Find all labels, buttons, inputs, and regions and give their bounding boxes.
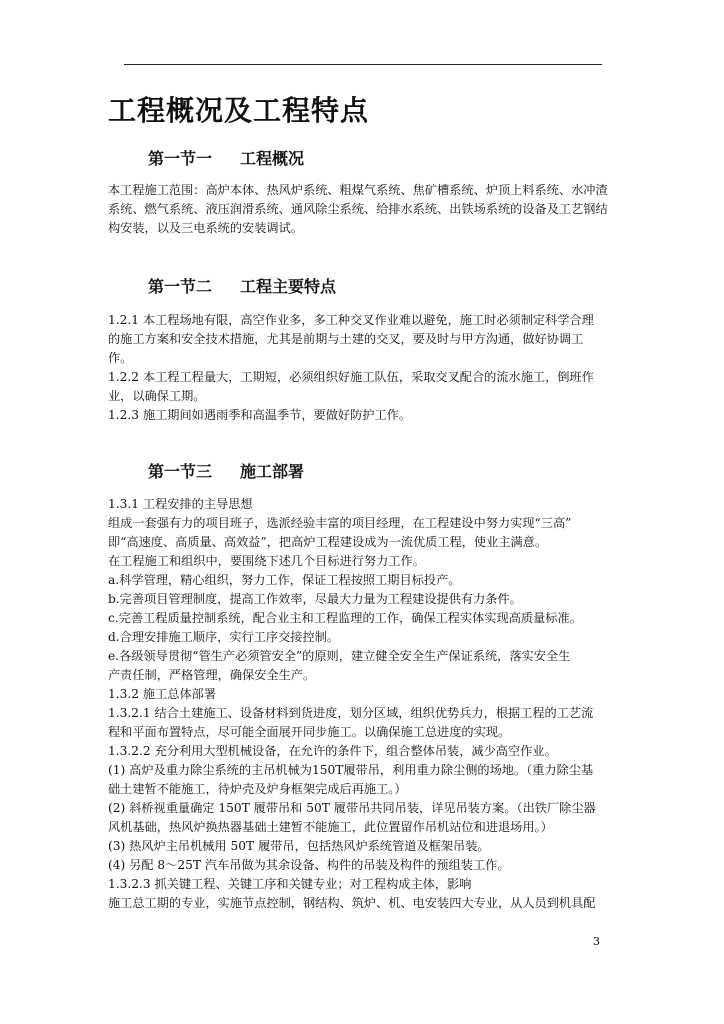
page-title: 工程概况及工程特点 — [108, 94, 370, 127]
text-line: 1.3.2.2 充分利用大型机械设备，在允许的条件下，组合整体吊装，减少高空作业。 — [108, 744, 557, 758]
text-line: e.各级领导贯彻“管生产必须管安全”的原则，建立健全安全生产保证系统，落实安全生 — [108, 649, 571, 663]
text-line: d.合理安排施工顺序，实行工序交接控制。 — [108, 630, 340, 644]
text-line: (2) 斜桥视重量确定 150T 履带吊和 50T 履带吊共同吊装，详见吊装方案。（出铁厂除尘器 — [108, 801, 596, 815]
text-line: 础土建暂不能施工，待炉壳及炉身框架完成后再施工。） — [108, 782, 407, 796]
header-rule — [124, 64, 602, 65]
text-line: 业，以确保工期。 — [108, 389, 206, 403]
text-line: 组成一套强有力的项目班子，选派经验丰富的项目经理，在工程建设中努力实现“三高” — [108, 516, 572, 530]
section-heading-3 — [148, 459, 304, 482]
scope-paragraph — [108, 181, 616, 238]
section-title: 工程概况 — [240, 149, 305, 168]
section-title: 工程主要特点 — [240, 277, 337, 296]
text-line: 的施工方案和安全技术措施，尤其是前期与土建的交叉，要及时与甲方沟通，做好协调工 — [108, 332, 584, 346]
text-line: 1.3.2.3 抓关键工程、关键工序和关键专业；对工程构成主体，影响 — [108, 877, 472, 891]
text-line: 1.2.1 本工程场地有限，高空作业多，多工种交叉作业难以避免，施工时必须制定科学合理 — [108, 313, 594, 327]
text-line: a.科学管理，精心组织，努力工作，保证工程按照工期目标投产。 — [108, 573, 461, 587]
text-line: 1.3.1 工程安排的主导思想 — [108, 497, 253, 511]
text-line: 1.2.3 施工期间如遇雨季和高温季节，要做好防护工作。 — [108, 408, 412, 422]
text-line: c.完善工程质量控制系统，配合业主和工程监理的工作，确保工程实体实现高质量标准。 — [108, 611, 582, 625]
text-line: 系统、燃气系统、液压润滑系统、通风除尘系统、给排水系统、出铁场系统的设备及工艺钢结 — [108, 202, 608, 216]
features-paragraph — [108, 311, 616, 425]
text-line: 构安装，以及三电系统的安装调试。 — [108, 221, 303, 235]
text-line: (4) 另配 8～25T 汽车吊做为其余设备、构件的吊装及构件的预组装工作。 — [108, 858, 510, 872]
text-line: 即“高速度、高质量、高效益”，把高炉工程建设成为一流优质工程，使业主满意。 — [108, 535, 548, 549]
text-line: (3) 热风炉主吊机械用 50T 履带吊，包括热风炉系统管道及框架吊装。 — [108, 839, 490, 853]
text-line: 1.3.2 施工总体部署 — [108, 687, 217, 701]
text-line: 1.2.2 本工程工程量大，工期短，必须组织好施工队伍，采取交叉配合的流水施工，倒班作 — [108, 370, 594, 384]
text-line: 风机基础，热风炉换热器基础土建暂不能施工，此位置留作吊机站位和进退场用。） — [108, 820, 553, 834]
section-number: 第一节三 — [148, 462, 213, 481]
text-line: 程和平面布置特点，尽可能全面展开同步施工。以确保施工总进度的实现。 — [108, 725, 511, 739]
text-line: 本工程施工范围：高炉本体、热风炉系统、粗煤气系统、焦矿槽系统、炉顶上料系统、水冲渣 — [108, 183, 608, 197]
section-title: 施工部署 — [240, 462, 305, 481]
text-line: b.完善项目管理制度，提高工作效率，尽最大力量为工程建设提供有力条件。 — [108, 592, 522, 606]
text-line: 产责任制，严格管理，确保安全生产。 — [108, 668, 316, 682]
section-heading-2 — [148, 274, 336, 297]
section-number: 第一节一 — [148, 149, 213, 168]
text-line: (1) 高炉及重力除尘系统的主吊机械为150T履带吊，利用重力除尘侧的场地。（重力除尘基 — [108, 763, 594, 777]
text-line: 施工总工期的专业，实施节点控制，钢结构、筑炉、机、电安装四大专业，从人员到机具配 — [108, 896, 596, 910]
section-number: 第一节二 — [148, 277, 213, 296]
text-line: 作。 — [108, 351, 133, 365]
text-line: 1.3.2.1 结合土建施工、设备材料到货进度，划分区域，组织优势兵力，根据工程的工艺流 — [108, 706, 594, 720]
text-line: 在工程施工和组织中，要围绕下述几个目标进行努力工作。 — [108, 554, 425, 568]
page-number: 3 — [593, 935, 600, 948]
section-heading-1 — [148, 146, 304, 169]
deployment-paragraph — [108, 495, 616, 913]
